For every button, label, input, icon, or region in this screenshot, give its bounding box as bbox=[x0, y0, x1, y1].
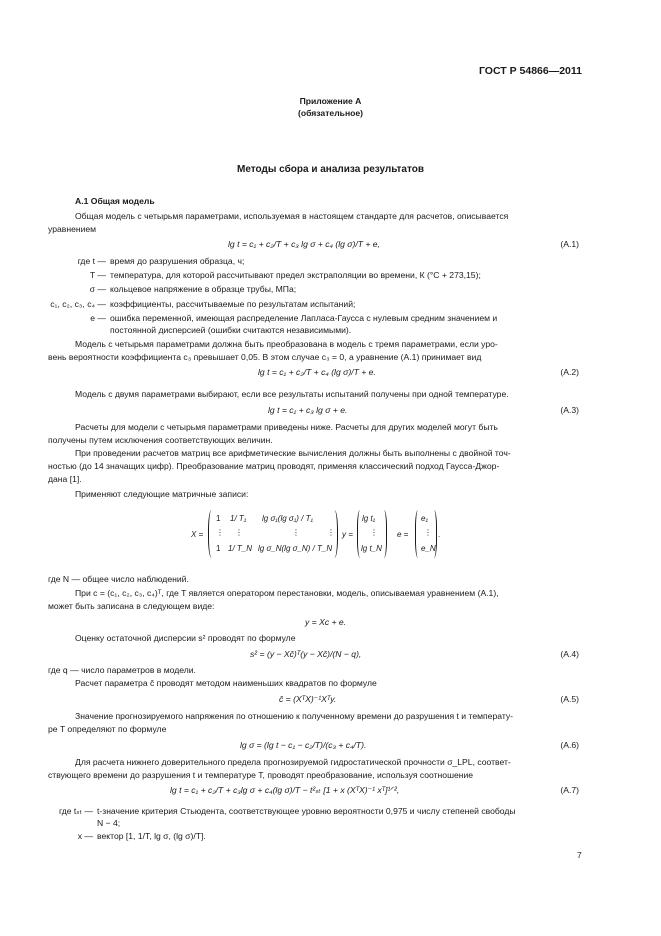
paragraph-line: дана [1]. bbox=[48, 474, 82, 484]
paragraph-line: где q — число параметров в модели. bbox=[48, 665, 196, 675]
vector-cell: ⋮ bbox=[370, 528, 378, 537]
definition-text: постоянной дисперсией (ошибки считаются независимыми). bbox=[110, 325, 352, 335]
vector-cell: ⋮ bbox=[424, 528, 432, 537]
definition-text: температура, для которой рассчитывают предел экстраполяции во времени, К (°С + 273,15); bbox=[110, 270, 481, 280]
paragraph-line: где N — общее число наблюдений. bbox=[48, 574, 189, 584]
matrix-x-label: X = bbox=[191, 530, 204, 539]
definition-symbol: c₁, c₂, c₃, c₄ — bbox=[50, 299, 106, 309]
subsection-heading: А.1 Общая модель bbox=[75, 196, 155, 206]
matrix-x-left-bracket bbox=[208, 510, 215, 558]
definition-symbol: x — bbox=[77, 831, 93, 841]
paragraph-line: ре T определяют по формуле bbox=[48, 724, 167, 734]
paragraph-line: уравнением bbox=[48, 224, 97, 234]
vector-y-right-bracket bbox=[381, 510, 387, 558]
definition-symbol: где t — bbox=[77, 256, 106, 266]
paragraph-line: Оценку остаточной дисперсии s² проводят по формуле bbox=[75, 633, 296, 643]
equation-a5: ĉ = (XᵀX)⁻¹Xᵀy. bbox=[279, 694, 337, 704]
matrix-cell: lg σ_N(lg σ_N) / T_N bbox=[258, 544, 333, 553]
matrix-cell: ⋮ bbox=[292, 528, 300, 537]
definition-text: вектор [1, 1/T, lg σ, (lg σ)/T]. bbox=[97, 831, 206, 841]
matrix-y-label: y = bbox=[342, 530, 353, 539]
equation-a6: lg σ = (lg t − c₁ − c₂/T)/(c₃ + c₄/T). bbox=[240, 740, 367, 750]
equation-a7: lg t = c₁ + c₂/T + c₃lg σ + c₄(lg σ)/T − t²ₛₜ [1 + x (XᵀX)⁻¹ xᵀ]¹ᐟ², bbox=[170, 785, 400, 795]
paragraph-line: При c = (c₁, c₂, c₃, c₄)ᵀ, где T является оператором перестановки, модель, описываемая уравнением (А.1), bbox=[75, 588, 499, 598]
equation-number: (A.7) bbox=[560, 785, 579, 795]
paragraph-line: При проведении расчетов матриц все арифметические вычисления должны быть выполнены с двойной точ- bbox=[75, 448, 511, 458]
matrix-e-label: e = bbox=[397, 530, 409, 539]
paragraph-line: может быть записана в следующем виде: bbox=[48, 601, 215, 611]
definition-text: время до разрушения образца, ч; bbox=[110, 256, 245, 266]
matrix-cell: ⋮ bbox=[327, 528, 335, 537]
matrix-cell: 1/ T₁ bbox=[230, 514, 247, 523]
matrix-end-dot: . bbox=[438, 530, 441, 539]
equation-a4: s² = (y − Xĉ)ᵀ(y − Xĉ)/(N − q), bbox=[250, 649, 362, 659]
equation-number: (A.5) bbox=[560, 694, 579, 704]
paragraph-line: Для расчета нижнего доверительного предела прогнозируемой гидростатической прочности σ_LPL, соответ- bbox=[75, 757, 511, 767]
paragraph-line: Расчет параметра ĉ проводят методом наименьших квадратов по формуле bbox=[75, 678, 377, 688]
paragraph-line: ствующего времени до разрушения t и температуре T, проводят преобразование, используя соотношение bbox=[48, 770, 474, 780]
paragraph-line: получены путем исключения соответствующих величин. bbox=[48, 435, 273, 445]
paragraph-line: ностью (до 14 значащих цифр). Преобразование матриц проводят, применяя классический подход Гаусса-Джор- bbox=[48, 461, 500, 471]
appendix-status: (обязательное) bbox=[297, 108, 364, 118]
paragraph-line: Применяют следующие матричные записи: bbox=[75, 489, 249, 499]
matrix-cell: 1 bbox=[216, 514, 221, 523]
matrix-x-right-bracket bbox=[331, 510, 338, 558]
equation-a3: lg t = c₁ + c₃ lg σ + e. bbox=[268, 405, 348, 415]
equation-number: (A.3) bbox=[560, 405, 579, 415]
vector-cell: lg t₁ bbox=[362, 514, 376, 523]
paragraph-line: Расчеты для модели с четырьмя параметрами приведены ниже. Расчеты для других моделей могут быть bbox=[75, 422, 498, 432]
vector-cell: e_N bbox=[421, 544, 436, 553]
matrix-cell: lg σ₁(lg σ₁) / T₁ bbox=[262, 514, 313, 523]
definition-symbol: e — bbox=[90, 313, 106, 323]
definition-text: кольцевое напряжение в образце трубы, МПа; bbox=[110, 284, 297, 294]
definition-symbol: где tₛₜ — bbox=[58, 806, 93, 816]
paragraph-line: Модель с четырьмя параметрами должна быть преобразована в модель с тремя параметрами, если уро- bbox=[75, 339, 498, 349]
equation-a1: lg t = c₁ + c₂/T + c₃ lg σ + c₄ (lg σ)/T + e, bbox=[228, 239, 380, 249]
definition-text: t-значение критерия Стьюдента, соответствующее уровню вероятности 0,975 и числу степеней свободы bbox=[97, 806, 516, 816]
definition-text: N − 4; bbox=[97, 818, 121, 828]
page-number: 7 bbox=[577, 850, 582, 860]
equation-number: (A.1) bbox=[560, 239, 579, 249]
matrix-cell: 1 bbox=[216, 544, 221, 553]
vector-e-right-bracket bbox=[431, 510, 437, 558]
definition-symbol: σ — bbox=[89, 284, 106, 294]
vector-cell: lg t_N bbox=[361, 544, 382, 553]
definition-text: коэффициенты, рассчитываемые по результатам испытаний; bbox=[110, 299, 356, 309]
equation-number: (A.6) bbox=[560, 740, 579, 750]
section-title: Методы сбора и анализа результатов bbox=[236, 164, 425, 175]
paragraph-line: Значение прогнозируемого напряжения по отношению к полученному времени до разрушения t и температу- bbox=[75, 711, 514, 721]
definition-symbol: T — bbox=[89, 270, 106, 280]
appendix-title: Приложение А bbox=[299, 96, 362, 106]
matrix-cell: ⋮ bbox=[216, 528, 224, 537]
definition-text: ошибка переменной, имеющая распределение Лапласа-Гаусса с нулевым средним значением и bbox=[110, 313, 498, 323]
matrix-cell: ⋮ bbox=[235, 528, 243, 537]
paragraph-line: вень вероятности коэффициента c₃ превышает 0,05. В этом случае c₃ = 0, а уравнение (А.1) принимает вид bbox=[48, 352, 482, 362]
equation-y: y = Xc + e. bbox=[305, 617, 347, 627]
equation-number: (A.4) bbox=[560, 649, 579, 659]
vector-cell: e₁ bbox=[421, 514, 428, 523]
equation-a2: lg t = c₁ + c₂/T + c₄ (lg σ)/T + e. bbox=[258, 367, 376, 377]
paragraph-line: Модель с двумя параметрами выбирают, если все результаты испытаний получены при одной температуре. bbox=[75, 389, 509, 399]
matrix-cell: 1/ T_N bbox=[228, 544, 253, 553]
paragraph-line: Общая модель с четырьмя параметрами, используемая в настоящем стандарте для расчетов, описывается bbox=[75, 211, 509, 221]
document-number: ГОСТ Р 54866—2011 bbox=[478, 65, 582, 77]
equation-number: (A.2) bbox=[560, 367, 579, 377]
